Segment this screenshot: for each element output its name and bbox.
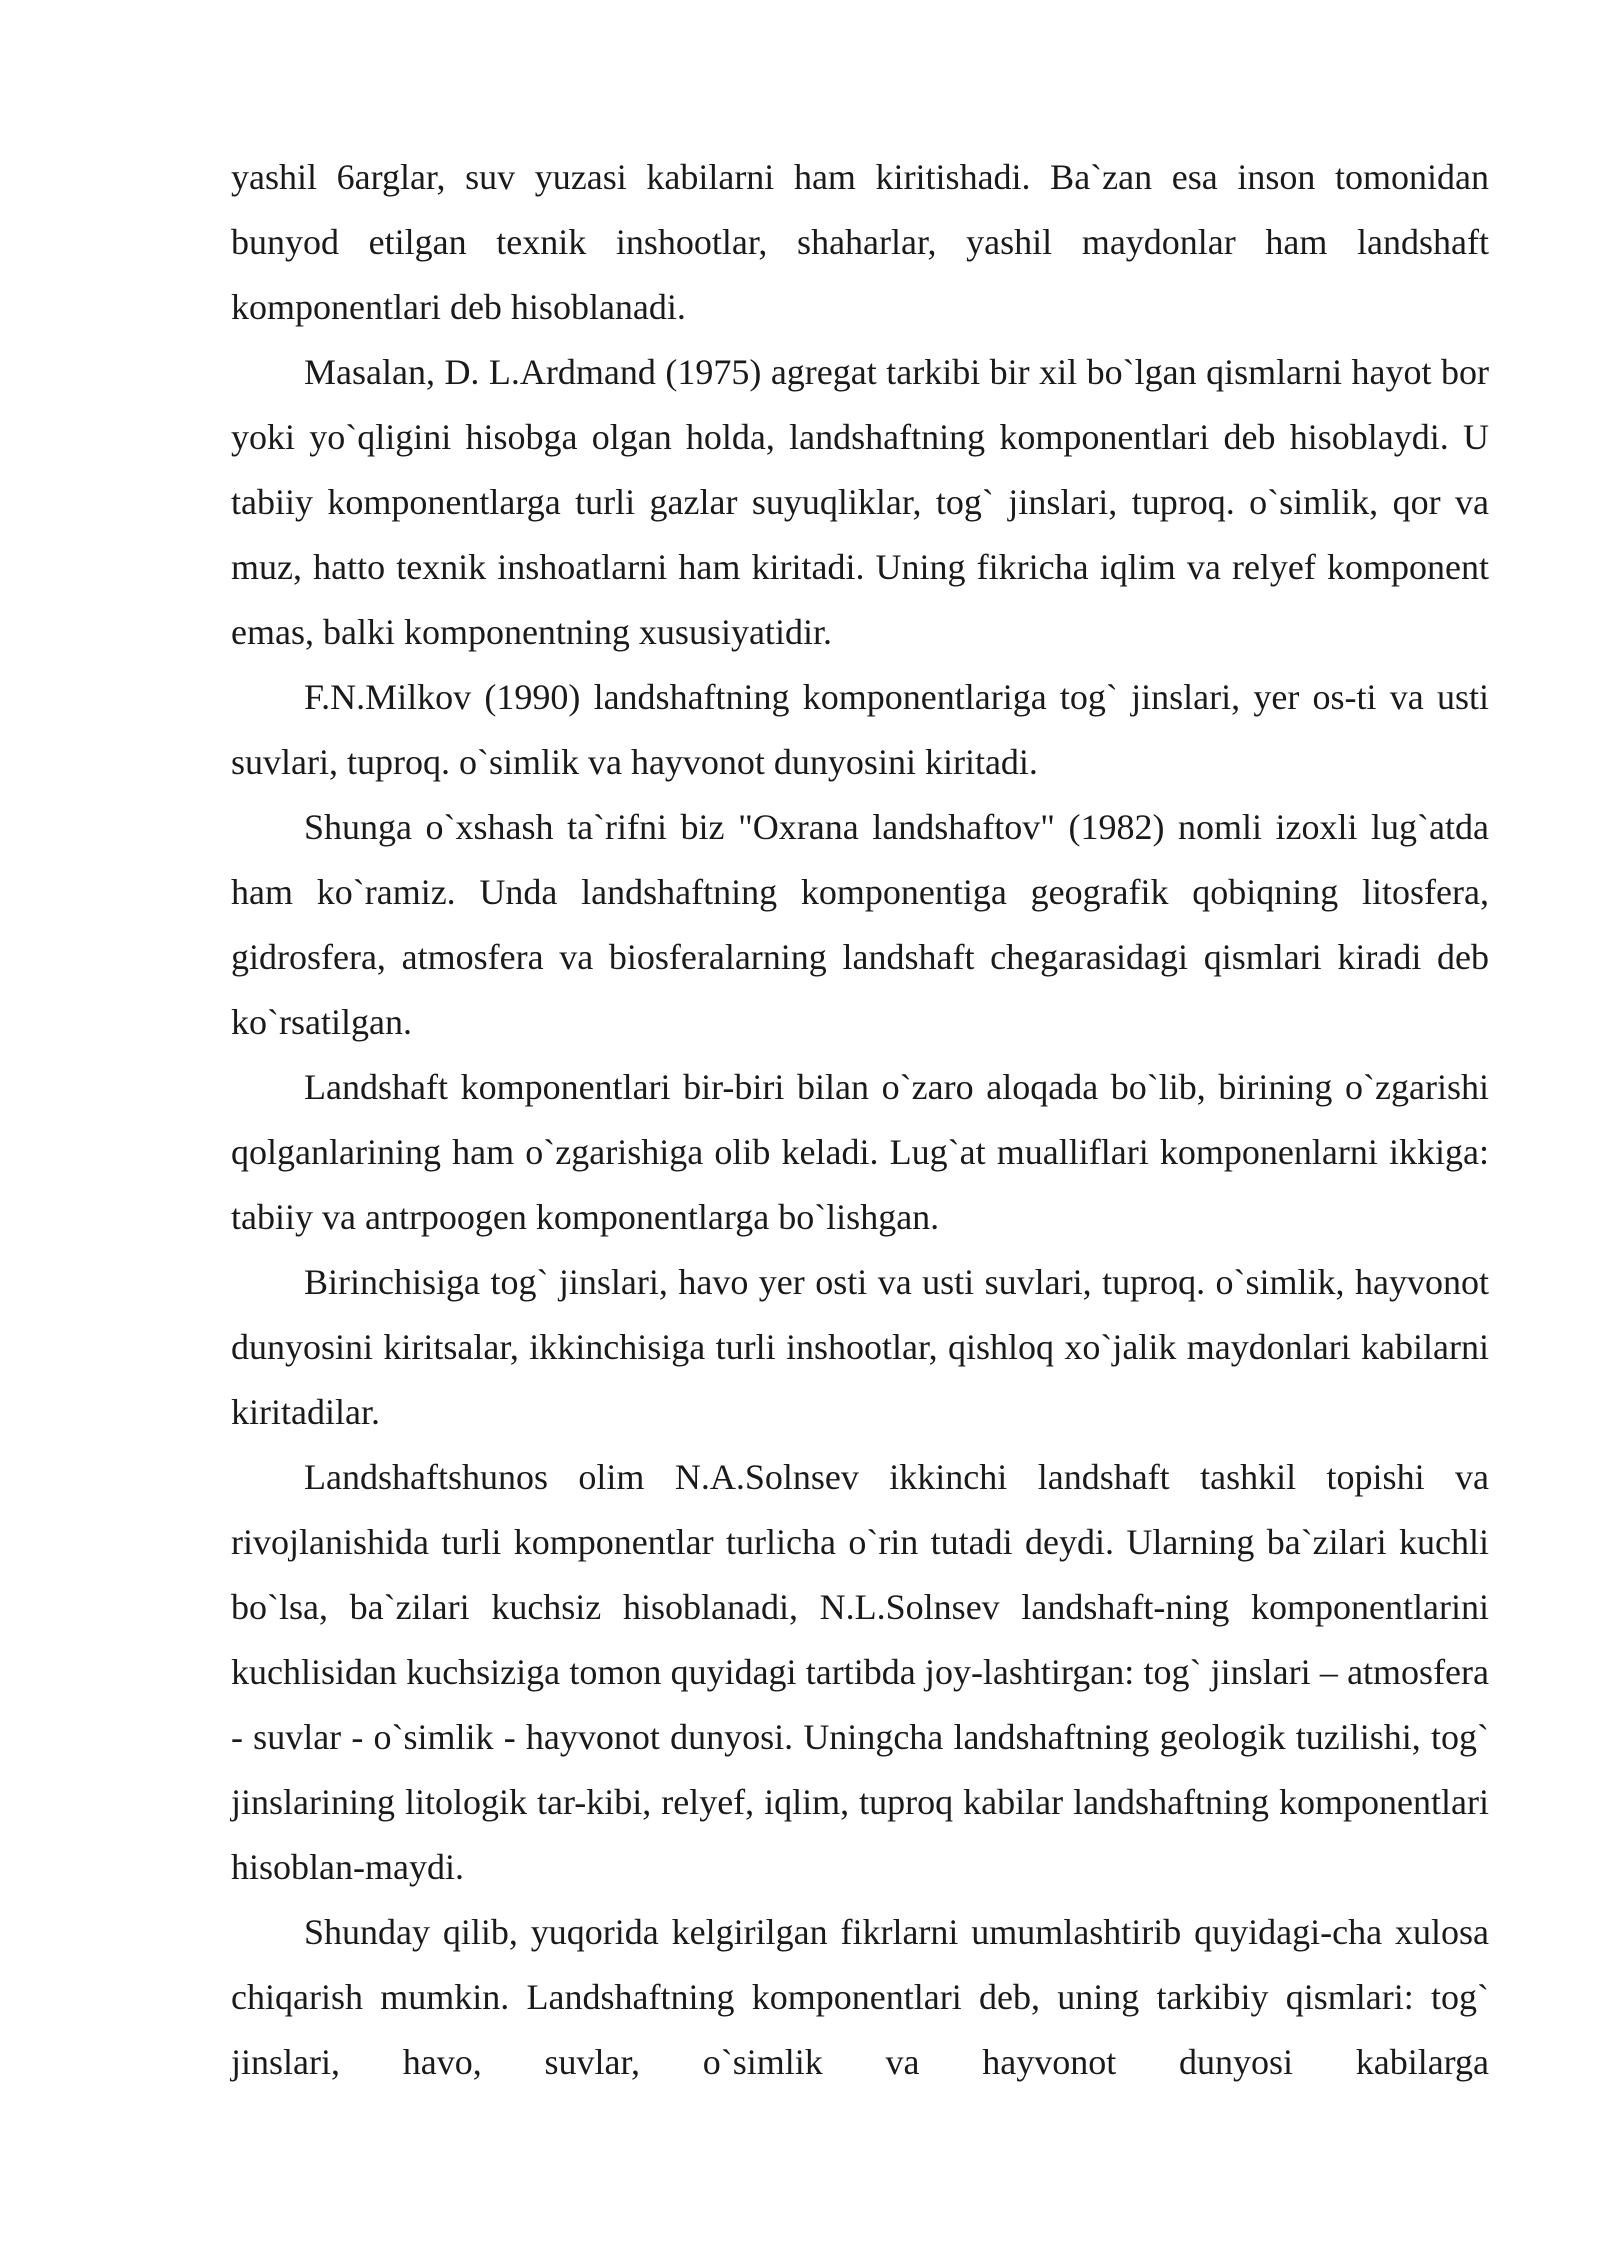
paragraph-6: Birinchisiga tog` jinslari, havo yer osti va usti suvlari, tuproq. o`simlik, hayvonot dunyosini kiritsalar, ikkinchisiga turli inshootlar, qishloq xo`jalik maydonlari kabilarni kiritadilar. [231, 1262, 1489, 1432]
paragraph-8: Shunday qilib, yuqorida kelgirilgan fikrlarni umumlashtirib quyidagi-cha xulosa chiqarish mumkin. Landshaftning komponentlari deb, uning tarkibiy qismlari: tog` jinslari, havo, suvlar, o`simlik va hayvonot dunyosi kabilarga [231, 1912, 1489, 2082]
paragraph-5: Landshaft komponentlari bir-biri bilan o`zaro aloqada bo`lib, birining o`zgarishi qolganlarining ham o`zgarishiga olib keladi. Lug`at mualliflari komponenlarni ikkiga: tabiiy va antrpoogen komponentlarga bo`lishgan. [231, 1067, 1489, 1237]
paragraph-2: Masalan, D. L.Ardmand (1975) agregat tarkibi bir xil bo`lgan qismlarni hayot bor yoki yo`qligini hisobga olgan holda, landshaftning komponentlari deb hisoblaydi. U tabiiy komponentlarga turli gazlar suyuqliklar, tog` jinslari, tuproq. o`simlik, qor va muz, hatto texnik inshoatlarni ham kiritadi. Uning fikricha iqlim va relyef komponent emas, balki komponentning xususiyatidir. [231, 352, 1489, 652]
paragraph-1: yashil 6arglar, suv yuzasi kabilarni ham kiritishadi. Ba`zan esa inson tomonidan bunyod etilgan texnik inshootlar, shaharlar, yashil maydonlar ham landshaft komponentlari deb hisoblanadi. [231, 157, 1489, 327]
paragraph-7: Landshaftshunos olim N.A.Solnsev ikkinchi landshaft tashkil topishi va rivojlanishida turli komponentlar turlicha o`rin tutadi deydi. Ularning ba`zilari kuchli bo`lsa, ba`zilari kuchsiz hisoblanadi, N.L.Solnsev landshaft-ning komponentlarini kuchlisidan kuchsiziga tomon quyidagi tartibda joy-lashtirgan: tog` jinslari – atmosfera - suvlar - o`simlik - hayvonot dunyosi. Uningcha landshaftning geologik tuzilishi, tog` jinslarining litologik tar-kibi, relyef, iqlim, tuproq kabilar landshaftning komponentlari hisoblan-maydi. [231, 1457, 1489, 1887]
paragraph-4: Shunga o`xshash ta`rifni biz "Oxrana landshaftov" (1982) nomli izoxli lug`atda ham ko`ramiz. Unda landshaftning komponentiga geografik qobiqning litosfera, gidrosfera, atmosfera va biosferalarning landshaft chegarasidagi qismlari kiradi deb ko`rsatilgan. [231, 807, 1489, 1042]
paragraph-3: F.N.Milkov (1990) landshaftning komponentlariga tog` jinslari, yer os-ti va usti suvlari, tuproq. o`simlik va hayvonot dunyosini kiritadi. [231, 677, 1489, 782]
document-page [231, 145, 1489, 2095]
